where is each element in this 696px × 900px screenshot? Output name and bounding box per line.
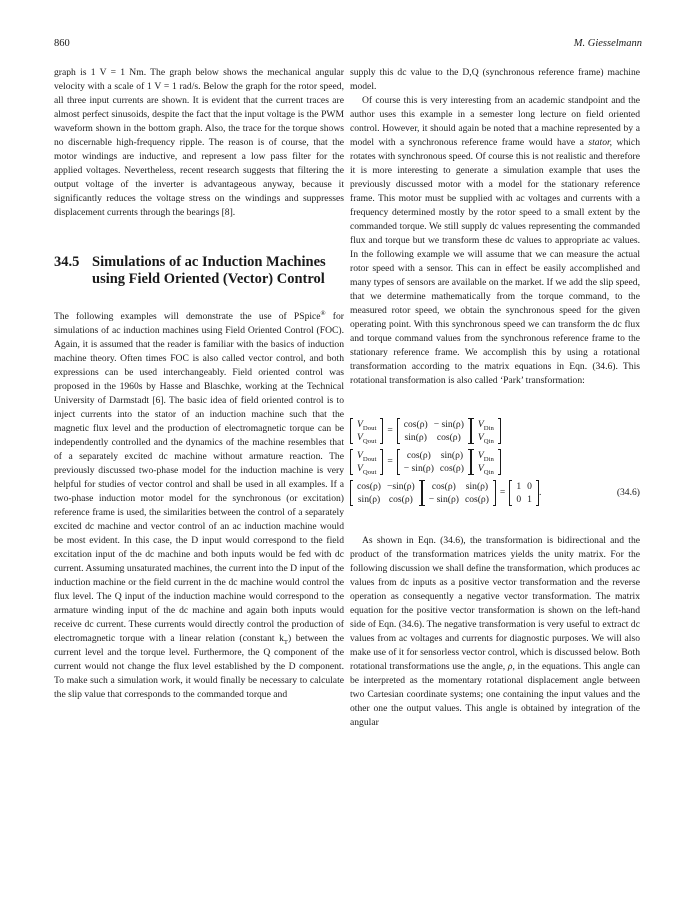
page-number: 860 [54,38,70,49]
rho-symbol: ρ [507,661,513,672]
input-vector: $V_{Din}$ $V_{Qin}$ [471,418,501,444]
kt-subscript: T [283,638,289,646]
output-vector: $V_{Dout}$ $V_{Qout}$ [350,418,383,444]
rotation-matrix: cos(ρ) − sin(ρ) sin(ρ) cos(ρ) [397,418,471,444]
section-number: 34.5 [54,254,80,270]
left-column [54,66,344,702]
stator-emphasis: stator, [588,137,613,148]
equation-positive-transform: $V_{Dout}$ $V_{Qout}$ = cos(ρ) − sin(ρ) sin(ρ) cos(ρ) $V_{Din}$ $V_{Qin}$ [350,418,640,444]
section-title: Simulations of ac Induction Machines using Field Oriented (Vector) Control [92,254,326,287]
left-paragraph-1: graph is 1 V = 1 Nm. The graph below shows the mechanical angular velocity with a scale of 1 V = 1 rad/s. Below the graph for the rotor speed, all three input currents are shown. It is evident that the current traces are almost perfect sinusoids, despite the fact that the input voltage is the PWM waveform shown in the bottom graph. Also, the trace for the torque shows no discernable high-frequency ripple. The reason is of course, that the motor windings are inductive, and represent a low pass filter for the applied voltages. Nevertheless, recent research suggests that filtering the output voltage of the inverter is advantageous anyway, because it significantly reduces the voltage stress on the windings and suppresses displacement currents through the bearings [8]. [54,67,344,218]
equation-number: (34.6) [616,487,640,498]
rotation-matrix: cos(ρ) −sin(ρ) sin(ρ) cos(ρ) [350,480,422,506]
right-paragraph-2: Of course this is very interesting from an academic standpoint and the author uses this example in a semester long lecture on field oriented control. However, it should again be noted that a machine represented by a model with a synchronous reference frame would have a stator, which rotates with synchronous speed. Of course this is not realistic and therefore it is more interesting to generate a simulation example that uses the previously discussed motor with a model for the stationary reference frame. This motor must be supplied with ac voltages and currents with a frequency determined mostly by the rotor speed to a small extent by the commanded torque. We still supply dc values representing the commanded flux and torque but we transform these dc values to appropriate ac values. In the following example we will assume that we can measure the actual rotor speed with a sensor. This can in effect be easily accomplished and many types of sensors are available on the market. If we add the slip speed, that we determine mathematically from the torque command, to the measured rotor speed, we obtain the synchronous speed for the given operating point. With this synchronous speed we can transform the dc flux and torque command values from the synchronous reference frame to the stationary reference frame. We accomplish this by using a rotational transformation according to the matrix equations in Eqn. (34.6). This rotational transformation is also called ‘Park’ transformation: [350,95,640,386]
section-heading [54,254,344,288]
identity-matrix: 1 0 0 1 [509,480,539,506]
equation-negative-transform: $V_{Dout}$ $V_{Qout}$ = cos(ρ) sin(ρ) − sin(ρ) cos(ρ) $V_{Din}$ $V_{Qin}$ [350,449,640,475]
input-vector: $V_{Din}$ $V_{Qin}$ [471,449,501,475]
inverse-rotation-matrix: cos(ρ) sin(ρ) − sin(ρ) cos(ρ) [397,449,471,475]
right-paragraph-3: As shown in Eqn. (34.6), the transformation is bidirectional and the product of the transformation matrices yields the unity matrix. For the following discussion we shall define the transformation, which produces ac values from dc inputs as a positive vector transformation and the reverse operation as consequently a negative vector transformation. The matrix equation for the positive vector transformation is shown on the left-hand side of Eqn. (34.6). The negative transformation is very useful to extract dc values from ac voltages and currents for diagnostic purposes. We will also make use of it for sensorless vector control, which is discussed below. Both rotational transformations use the angle, ρ, in the equations. This angle can be interpreted as the momentary rotational displacement angle between two Cartesian coordinate systems; one containing the input values and the other one the output values. This angle is obtained by integration of the angular [350,535,640,728]
inverse-rotation-matrix: cos(ρ) sin(ρ) − sin(ρ) cos(ρ) [422,480,496,506]
running-head: M. Giesselmann [573,38,642,49]
left-paragraph-2: The following examples will demonstrate the use of PSpice® for simulations of ac induction machines using Field Oriented Control (FOC). Again, it is assumed that the reader is familiar with the basics of induction machine theory. Often times FOC is also called vector control, and both expressions can be used interchangeably. Field oriented control was proposed in the 1960s by Hasse and Blaschke, working at the Technical University of Darmstadt [6]. The basic idea of field oriented control is to inject currents into the stator of an induction machine such that the magnetic flux level and the production of electromagnetic torque can be independently controlled and the dynamics of the machine resembles that of a separately excited dc machine without armature reaction. The previously discussed two-phase model for the induction machine is very helpful for studies of vector control and shall be used in all examples. If a two-phase induction motor model for the synchronous (or excitation) reference frame is used, the similarities between the control of a separately excited dc machine and vector control of an ac induction machine would be most evident. In this case, the D input would correspond to the field excitation input of the dc machine and both inputs would be fed with dc current. Assuming unsaturated machines, the current into the D input of the induction machine or the field current in the dc machine would control the flux level. The Q input of the induction machine would correspond to the armature winding input of the dc machine and again both inputs would receive dc current. These currents would directly control the production of electromagnetic torque with a linear relation (constant $k_T$) between the current level and the torque level. Furthermore, the Q component of the current would not change the flux level established by the D component. To make such a simulation work, it would finally be necessary to calculate the slip value that corresponds to the commanded torque and [54,309,344,700]
right-paragraph-1: supply this dc value to the D,Q (synchronous reference frame) machine model. [350,67,640,92]
right-column [350,66,640,730]
equation-identity-product: cos(ρ) −sin(ρ) sin(ρ) cos(ρ) cos(ρ) sin(ρ) − sin(ρ) cos(ρ) = 1 0 0 1 . (34.6) [350,480,640,506]
output-vector: $V_{Dout}$ $V_{Qout}$ [350,449,383,475]
equation-34-6 [350,418,640,506]
registered-mark: ® [320,309,326,317]
